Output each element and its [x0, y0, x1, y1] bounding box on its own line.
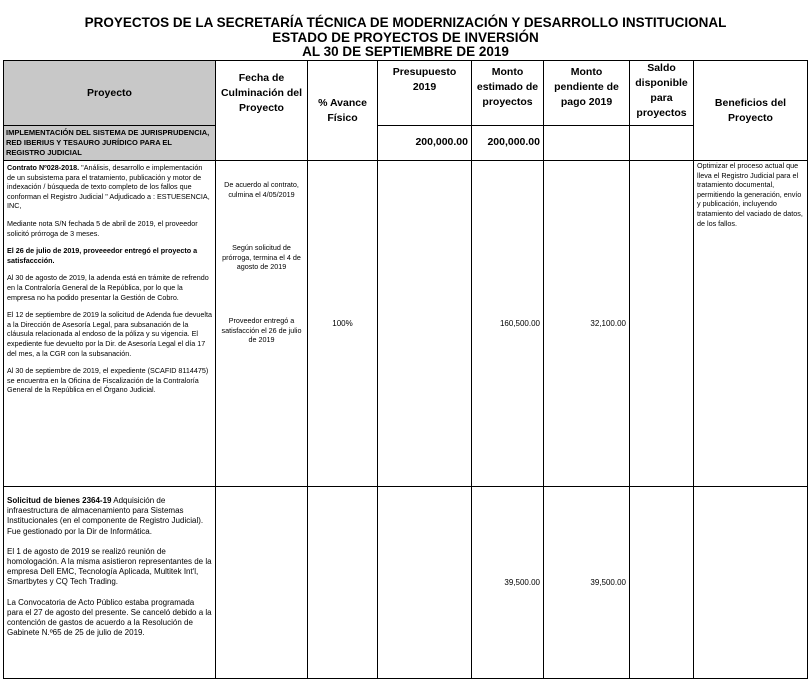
row-1-estimado: 160,500.00: [472, 161, 544, 487]
row-2-pendiente: 39,500.00: [544, 487, 630, 679]
table-row: [4, 487, 808, 679]
row-1-presupuesto-empty: [378, 161, 472, 487]
report-title-line-1: PROYECTOS DE LA SECRETARÍA TÉCNICA DE MODERNIZACIÓN Y DESARROLLO INSTITUCIONAL: [84, 15, 727, 30]
row-1-fecha: De acuerdo al contrato, culmina el 4/05/2019 Según solicitud de prórroga, termina el 4 de agosto de 2019 Proveedor entregó a satisfacción el 26 de julio de 2019: [216, 161, 308, 487]
col-header-pendiente: Monto pendiente de pago 2019: [544, 61, 630, 126]
row-2-saldo-empty: [630, 487, 694, 679]
project-saldo-empty: [630, 126, 694, 161]
col-header-avance: % Avance Físico: [308, 61, 378, 161]
row-2-description: Solicitud de bienes 2364-19 Adquisición de infraestructura de almacenamiento para Sistemas Institucionales (en el componente de Registro Judicial). Fue gestionado por la Dir de Informática. El 1 de agosto de 2019 se realizó reunión de homologación. A la misma asistieron representantes de la empresa Dell EMC, Tecnología Aplicada, Multitek Int'l, Smartbytes y CQ Tech Trading. La Convocatoria de Acto Público estaba programada para el 27 de agosto del presente. Se canceló debido a la contención de gastos de acuerdo a la Resolución de Gabinete N.º65 de 25 de julio de 2019.: [4, 487, 216, 679]
row-1-avance: 100%: [308, 161, 378, 487]
row-1-pendiente: 32,100.00: [544, 161, 630, 487]
project-estimado: 200,000.00: [472, 126, 544, 161]
row-2-estimado: 39,500.00: [472, 487, 544, 679]
col-header-proyecto: Proyecto: [4, 61, 216, 126]
row-1-description: Contrato Nº028-2018. "Análisis, desarrollo e implementación de un subsistema para el tratamiento, publicación y motor de indexación / búsqueda de texto completo de los fallos que conforman el Registro Judicial " Adjudicado a : ESTUESENCIA, INC, Mediante nota S/N fechada 5 de abril de 2019, el proveedor solicitó prórroga de 3 meses. El 26 de julio de 2019, proveeedor entregó el proyecto a satisfaccción. Al 30 de agosto de 2019, la adenda está en trámite de refrendo en la Contraloría General de la República, por lo que la empresa no ha podido presentar la Gestión de Cobro. El 12 de septiembre de 2019 la solicitud de Adenda fue devuelta a la Dirección de Asesoría Legal, para subsanación de la cláusula relacionada al endoso de la póliza y su vigencia. El expediente fue devuelto por la Dir. de Asesoría Legal el día 17 del mes, a la CGR con la subsanación. Al 30 de septiembre de 2019, el expediente (SCAFID 8114475) se encuentra en la Oficina de Fiscalización de la Contraloría General de la República en el Órgano Judicial.: [4, 161, 216, 487]
row-2-fecha-empty: [216, 487, 308, 679]
row-2-presupuesto-empty: [378, 487, 472, 679]
col-header-fecha: Fecha de Culminación del Proyecto: [216, 61, 308, 161]
table-row: [4, 161, 808, 487]
project-presupuesto: 200,000.00: [378, 126, 472, 161]
row-2-avance-empty: [308, 487, 378, 679]
row-1-saldo-empty: [630, 161, 694, 487]
col-header-presupuesto: Presupuesto 2019: [378, 61, 472, 126]
col-header-beneficios: Beneficios del Proyecto: [694, 61, 808, 161]
project-pendiente-empty: [544, 126, 630, 161]
row-2-beneficios-empty: [694, 487, 808, 679]
projects-table: [3, 60, 808, 679]
col-header-estimado: Monto estimado de proyectos: [472, 61, 544, 126]
project-name: IMPLEMENTACIÓN DEL SISTEMA DE JURISPRUDENCIA, RED IBERIUS Y TESAURO JURÍDICO PARA EL REGISTRO JUDICIAL: [4, 126, 216, 161]
report-title-line-3: AL 30 DE SEPTIEMBRE DE 2019: [302, 44, 509, 59]
report-title-line-2: ESTADO DE PROYECTOS DE INVERSIÓN: [272, 30, 539, 45]
row-1-beneficios: Optimizar el proceso actual que lleva el Registro Judicial para el tratamiento documental, permitiendo la generación, envío y publicación, incluyendo tratamiento del vaciado de datos, de los fallos.: [694, 161, 808, 487]
col-header-saldo: Saldo disponible para proyectos: [630, 61, 694, 126]
